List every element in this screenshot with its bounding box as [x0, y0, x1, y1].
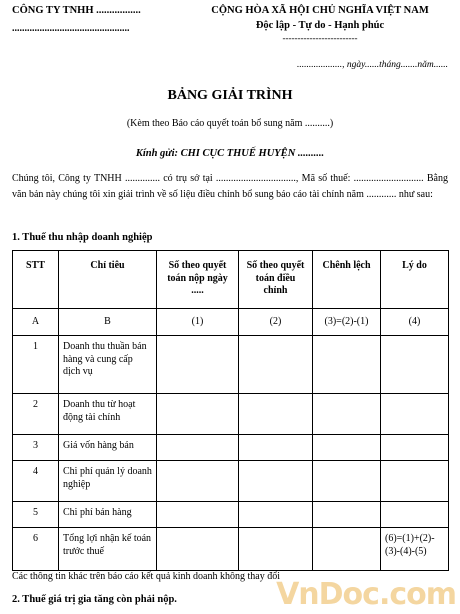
header-col3: Chênh lệch — [313, 251, 381, 309]
note-line: Các thông tin khác trên báo cáo kết quả kinh doanh không thay đổi — [12, 571, 280, 582]
table-row — [13, 502, 449, 528]
row-stt: 6 — [13, 528, 59, 571]
table-row — [13, 528, 449, 571]
section-2-heading: 2. Thuế giá trị gia tăng còn phải nộp. — [12, 594, 177, 605]
row-col3 — [313, 528, 381, 571]
row-chi-tieu: Doanh thu từ hoạt động tài chính — [59, 394, 157, 435]
header-stt: STT — [13, 251, 59, 309]
row-stt: 5 — [13, 502, 59, 528]
code-col4: (4) — [381, 309, 449, 336]
row-chi-tieu: Tổng lợi nhận kế toán trước thuế — [59, 528, 157, 571]
row-col3 — [313, 394, 381, 435]
row-col4 — [381, 435, 449, 461]
national-title: CỘNG HÒA XÃ HỘI CHỦ NGHĨA VIỆT NAM — [211, 5, 429, 16]
section-1-heading: 1. Thuế thu nhập doanh nghiệp — [12, 232, 153, 243]
table-row — [13, 336, 449, 394]
row-col2 — [239, 394, 313, 435]
row-col4 — [381, 394, 449, 435]
company-name-line: CÔNG TY TNHH ................. — [12, 5, 141, 16]
row-col2 — [239, 461, 313, 502]
row-col4 — [381, 502, 449, 528]
national-motto: Độc lập - Tự do - Hạnh phúc — [255, 20, 385, 31]
row-stt: 1 — [13, 336, 59, 394]
row-col3 — [313, 336, 381, 394]
row-col2 — [239, 528, 313, 571]
row-chi-tieu: Chi phí bán hàng — [59, 502, 157, 528]
row-col1 — [157, 394, 239, 435]
motto-underline: ------------------------- — [282, 33, 358, 43]
date-line: ..................., ngày......tháng.......năm...... — [297, 60, 448, 70]
recipient-line: Kính gửi: CHI CỤC THUẾ HUYỆN .......... — [135, 148, 325, 159]
table-header-row — [13, 251, 449, 309]
row-col1 — [157, 435, 239, 461]
row-stt: 2 — [13, 394, 59, 435]
row-chi-tieu: Doanh thu thuần bán hàng và cung cấp dịch vụ — [59, 336, 157, 394]
row-chi-tieu: Chi phí quản lý doanh nghiệp — [59, 461, 157, 502]
row-stt: 3 — [13, 435, 59, 461]
header-chi-tieu: Chỉ tiêu — [59, 251, 157, 309]
row-col1 — [157, 336, 239, 394]
row-col3 — [313, 461, 381, 502]
row-col3 — [313, 502, 381, 528]
row-col1 — [157, 461, 239, 502]
row-col2 — [239, 336, 313, 394]
explanation-table — [12, 250, 449, 571]
row-col1 — [157, 502, 239, 528]
watermark-logo: VnDoc.com — [276, 577, 456, 612]
code-stt: A — [13, 309, 59, 336]
header-col4: Lý do — [381, 251, 449, 309]
code-col2: (2) — [239, 309, 313, 336]
code-col1: (1) — [157, 309, 239, 336]
table-row — [13, 394, 449, 435]
row-col2 — [239, 502, 313, 528]
company-dots-line: ............................................... — [12, 23, 130, 34]
row-col4 — [381, 336, 449, 394]
intro-paragraph: Chúng tôi, Công ty TNHH .............. có trụ sở tại ................................, Mã số thuế: ............................ Bằng văn bản này chúng tôi xin giải trình về số liệu điều chỉnh bổ sung báo cáo tài chính năm ............ như sau: — [12, 173, 448, 200]
code-chi-tieu: B — [59, 309, 157, 336]
row-col2 — [239, 435, 313, 461]
row-col3 — [313, 435, 381, 461]
row-stt: 4 — [13, 461, 59, 502]
table-row — [13, 461, 449, 502]
header-col2: Số theo quyết toán điều chỉnh — [239, 251, 313, 309]
table-row — [13, 435, 449, 461]
document-subtitle: (Kèm theo Báo cáo quyết toán bổ sung năm ..........) — [126, 118, 334, 129]
header-col1: Số theo quyết toán nộp ngày ..... — [157, 251, 239, 309]
row-col1 — [157, 528, 239, 571]
row-chi-tieu: Giá vốn hàng bán — [59, 435, 157, 461]
table-code-row — [13, 309, 449, 336]
row-col4: (6)=(1)+(2)-(3)-(4)-(5) — [381, 528, 449, 571]
row-col4 — [381, 461, 449, 502]
document-title: BẢNG GIẢI TRÌNH — [167, 88, 293, 103]
code-col3: (3)=(2)-(1) — [313, 309, 381, 336]
